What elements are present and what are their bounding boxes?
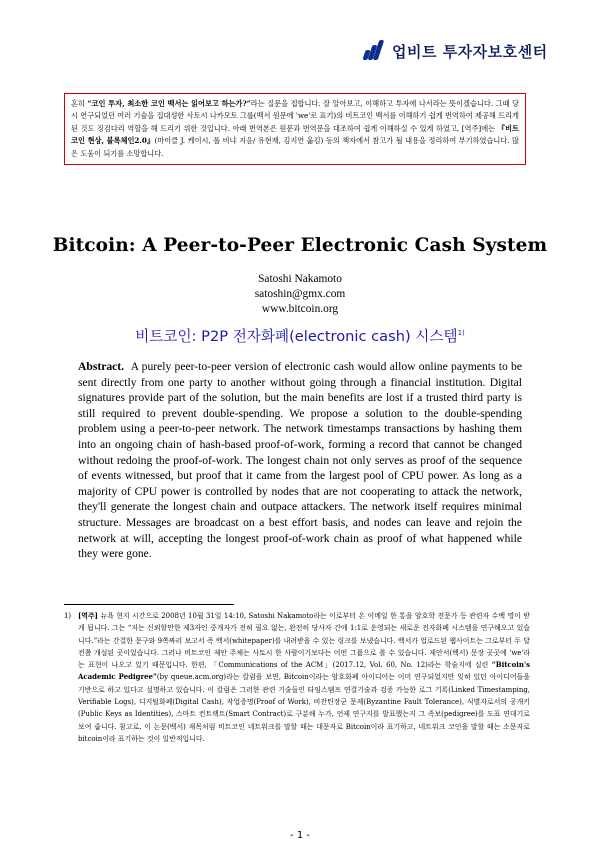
header-logo: [362, 40, 548, 62]
author-website: www.bitcoin.org: [261, 303, 339, 315]
footnote: [64, 610, 530, 745]
notice-text-1: 혼히: [71, 99, 88, 108]
notice-text-3: (마이클 J. 케이시, 폴 비냐 지음/ 유현재, 김지연 옮김) 등의 책자에서 참고가 될 내용을 정리하여 부기하였습니다. 많은 도움이 되기를 소망합니다.: [71, 136, 519, 158]
footnote-divider: [64, 604, 234, 605]
notice-text-2: 라는 질문을 접합니다. 잘 알아보고, 이해하고 투자에 나서라는 뜻이겠습니다. 그때 당시 연구되었던 여러 기술을 집대성한 사토시 나카모토 그룹(백서 원문에 'we'로 표기)의 비트코인 백서를 이해하기 쉽게 번역하여 제공해 드리게 된 것도 징검다리 역할을 해 드리기 위한 것입니다. 아래 번역본은 원문과 번역문을 대조하여 쉽게 이해하실 수 있게 하였고, [역주]에는: [71, 99, 519, 133]
footnote-ref: 1): [457, 329, 465, 338]
abstract: [78, 359, 522, 562]
author-name: Satoshi Nakamoto: [258, 273, 342, 285]
footnote-number: 1): [64, 612, 72, 620]
page-number: - 1 -: [290, 830, 310, 841]
korean-title-text: 비트코인: P2P 전자화폐(electronic cash) 시스템: [135, 328, 458, 345]
translator-notice: [64, 93, 526, 165]
footnote-label: [역주]: [78, 611, 98, 620]
footnote-text-2: (by queue.acm.org)라는 칼럼을 보면, Bitcoin이라는 암호화폐 아이디어는 이미 연구되었지만 잊혀 있던 아이디어들을 기반으로 하고 있다고 설명하고 있습니다. 이 칼럼은 그러한 관련 기술들인 타임스탬프 연결기술과 검증 가능한 로그 기록(Linked Timestamping, Verifiable Logs), 디지털화폐(Digital Cash), 작업증명(Proof of Work), 비잔틴장군 문제(Byzantine Fault Tolerance), 식별자로서의 공개키(Public Keys as Identities), 스마트 컨트랙트(Smart Contract)로 구분해 누가, 언제 연구지를 발표했는지 그 족보(pedigree)를 도표 연대기로 보여 줍니다. 참고로, 이 논문(백서) 재목처럼 비트코인 네트워크를 말할 때는 대문자로 Bitcoin이라 표기하고, 네트워크 코인을 말할 때는 소문자로 bitcoin이라 표기하는 것이 일반적입니다.: [78, 673, 530, 743]
abstract-label: Abstract.: [78, 360, 125, 373]
abstract-text: A purely peer-to-peer version of electronic cash would allow online payments to be sent directly from one party to another without going through a financial institution. Digital signatures provide part of the solution, but the main benefits are lost if a trusted third party is still required to prevent double-spending. We propose a solution to the double-spending problem using a peer-to-peer network. The network timestamps transactions by hashing them into an ongoing chain of hash-based proof-of-work, forming a record that cannot be changed without redoing the proof-of-work. The longest chain not only serves as proof of the sequence of events witnessed, but proof that it came from the largest pool of CPU power. As long as a majority of CPU power is controlled by nodes that are not cooperating to attack the network, they'll generate the longest chain and outpace attackers. The network itself requires minimal structure. Messages are broadcast on a best effort basis, and nodes can leave and rejoin the network at will, accepting the longest proof-of-work chain as proof of what happened while they were gone.: [78, 360, 523, 561]
brand-name: 업비트 투자자보호센터: [392, 42, 548, 61]
notice-bold-2: 『비트코인 현상, 블록체인2.0』: [71, 123, 519, 146]
author-block: [0, 272, 600, 317]
footnote-text-1: 뉴욕 현지 시간으로 2008년 10월 31일 14:10, Satoshi Nakamoto라는 이로부터 온 이메일 한 통을 암호학 전문가 등 관련자 수백 명이 받게 됩니다. 그는 “저는 신뢰할만한 제3자인 중개자가 전혀 필요 없는, 완전히 당사자 간에 1:1로 운영되는 새로운 전자화폐 시스템을 연구해오고 있습니다.”라는 간결한 문구와 9쪽짜리 보고서 즉 백서(whitepaper)를 내려받을 수 있는 링크를 보냈습니다. 백서가 업로드된 웹사이트는 그로부터 두 달 전쯤 개설된 곳이었습니다. 그러나 비트코인 제안 주체는 사토시 한 사람이기보다는 어떤 그룹으로 볼 수 있습니다. 제안서(백서) 문장 곳곳에 'we'라는 표현이 나오고 있기 때문입니다. 한편, 「Communications of the ACM」(2017.12, Vol. 60, No. 12)라는 학술지에 실린: [78, 612, 530, 670]
korean-title: [0, 325, 600, 346]
author-email: satoshin@gmx.com: [254, 288, 346, 300]
footnote-bold: “Bitcoin's Academic Pedigree”: [78, 660, 530, 682]
footnote-body: [78, 610, 530, 745]
paper-title: Bitcoin: A Peer-to-Peer Electronic Cash System: [52, 235, 548, 256]
upbit-logo-icon: [362, 40, 386, 62]
notice-bold-1: “코인 투자, 최소한 코인 백서는 읽어보고 하는가?”: [87, 99, 251, 108]
